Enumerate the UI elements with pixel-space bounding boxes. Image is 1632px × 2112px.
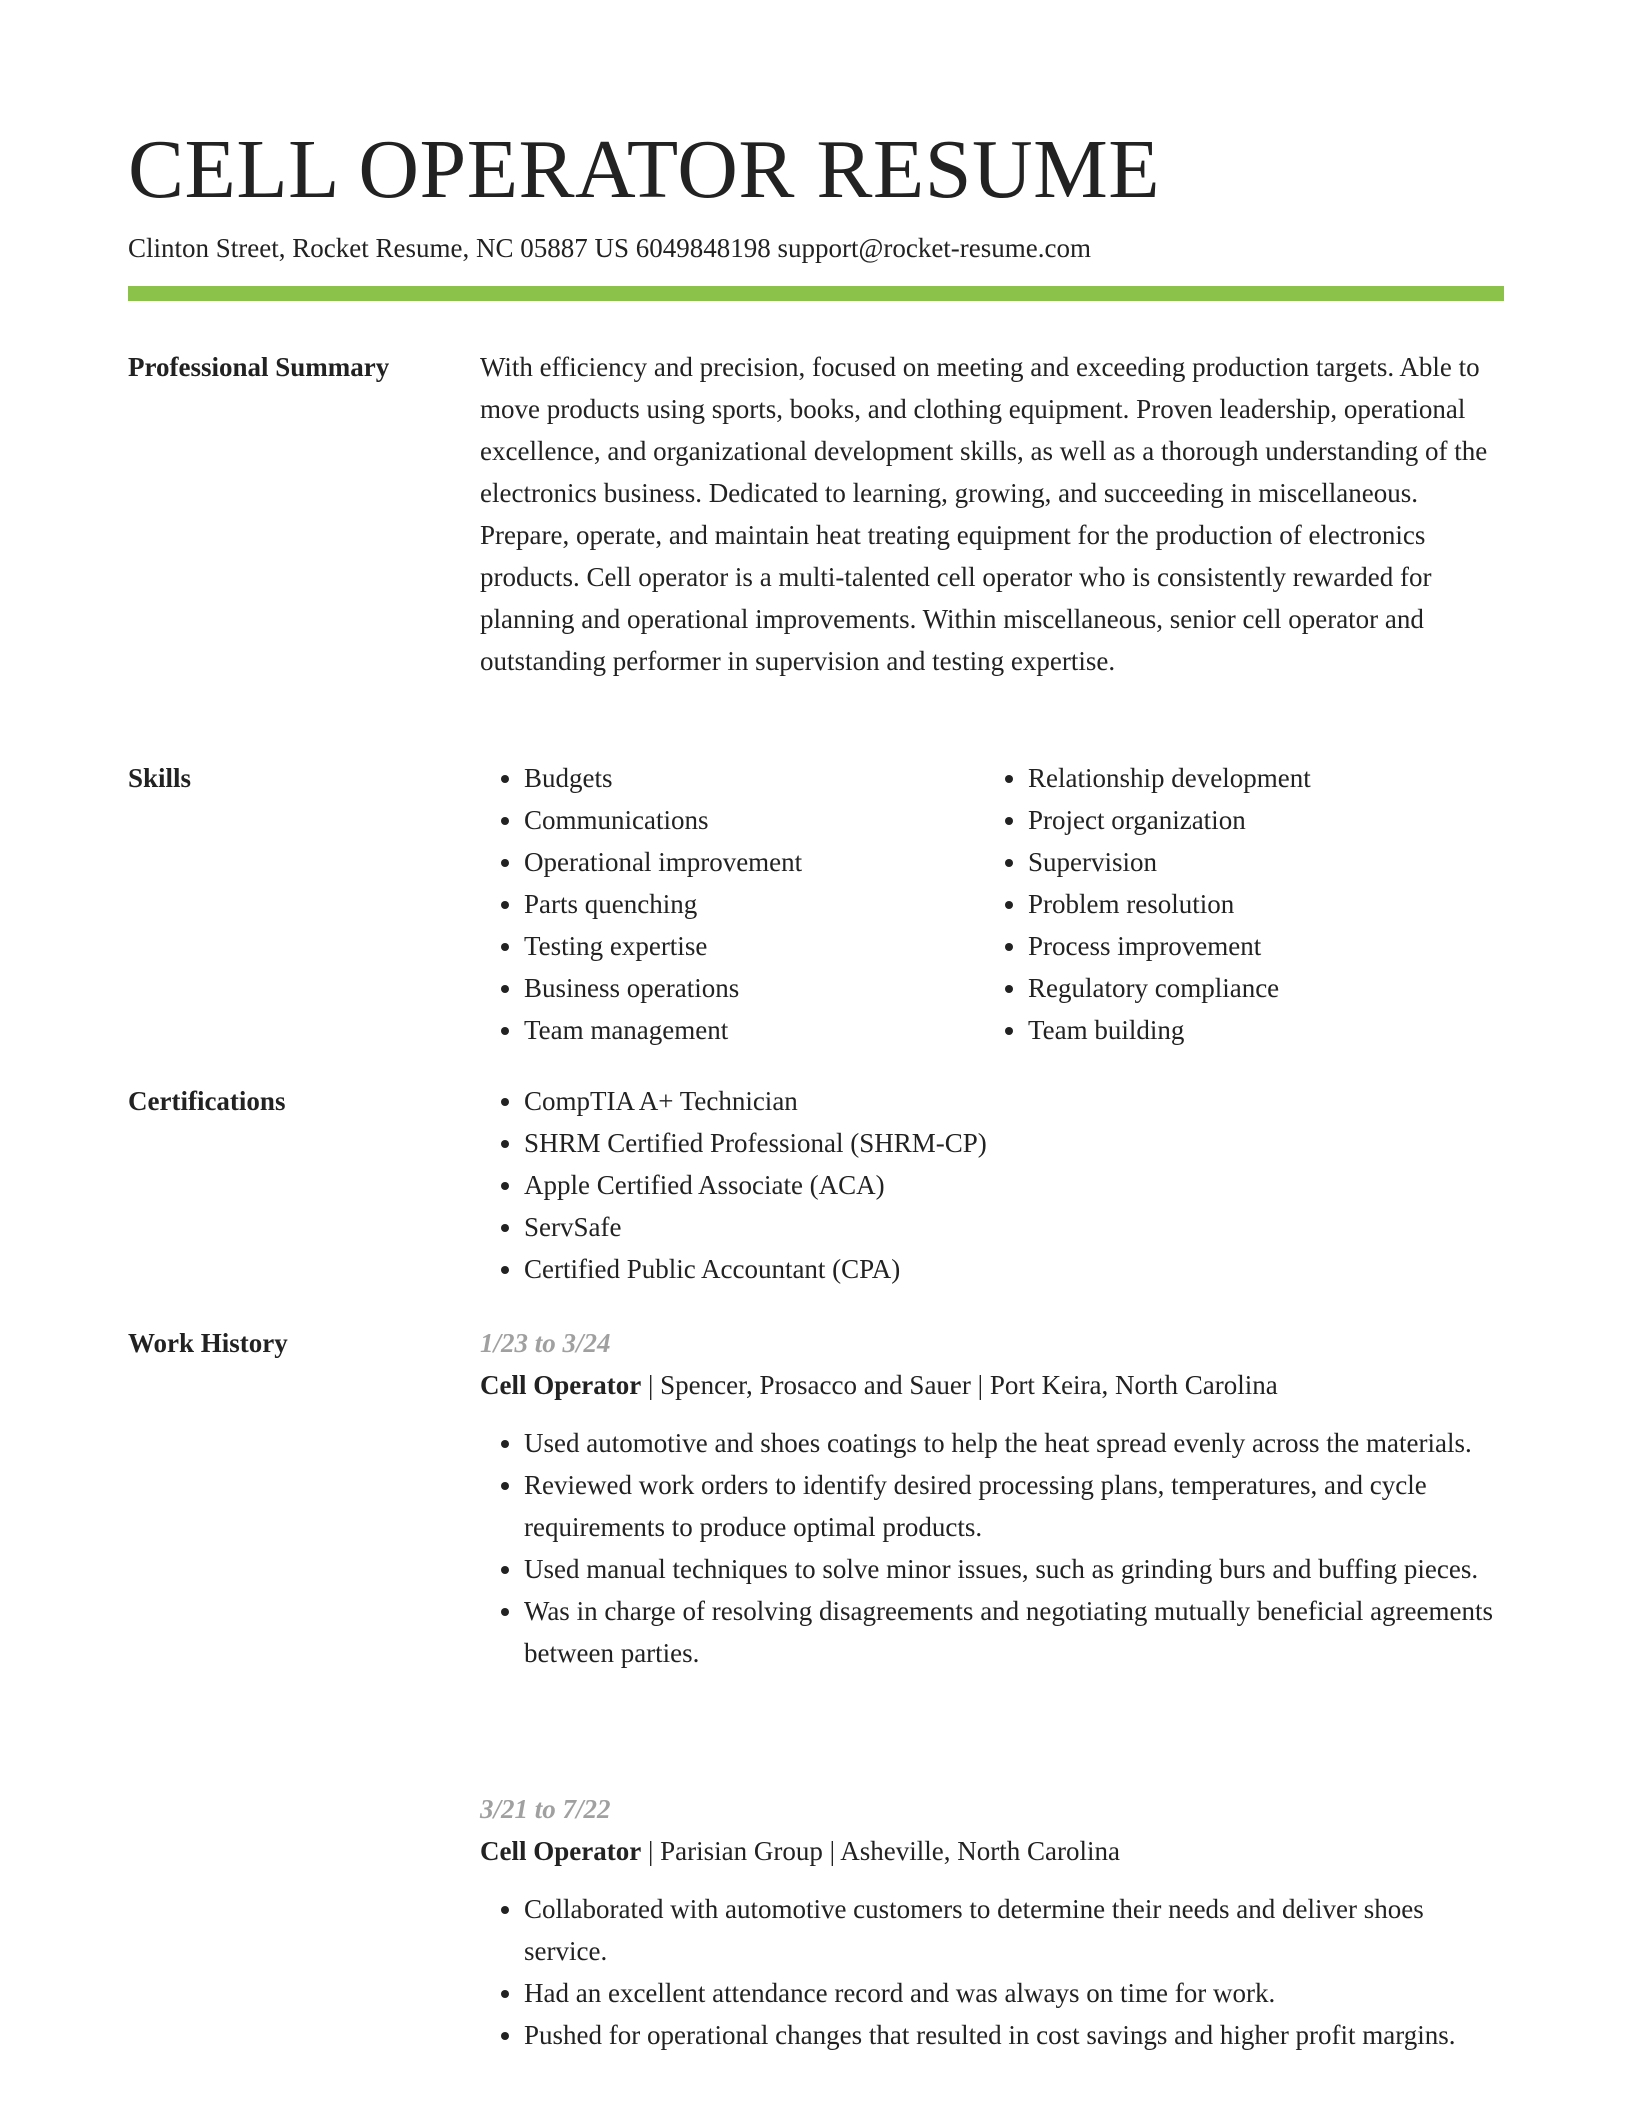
skill-item: • Team management bbox=[524, 1009, 980, 1051]
certifications-body bbox=[480, 1080, 1504, 1290]
job-bullet: • Reviewed work orders to identify desired processing plans, temperatures, and cycle requirements to produce optimal products. bbox=[524, 1464, 1504, 1548]
job-title: Cell Operator bbox=[480, 1370, 642, 1400]
page-title: CELL OPERATOR RESUME bbox=[128, 123, 1161, 216]
certification-item: • CompTIA A+ Technician bbox=[524, 1080, 1504, 1122]
certification-item: • Certified Public Accountant (CPA) bbox=[524, 1248, 1504, 1290]
skill-item: • Regulatory compliance bbox=[1028, 967, 1504, 1009]
job-entry bbox=[480, 1788, 1504, 2056]
contact-info: Clinton Street, Rocket Resume, NC 05887 US 6049848198 support@rocket-resume.com bbox=[128, 233, 1091, 263]
certification-item: • SHRM Certified Professional (SHRM-CP) bbox=[524, 1122, 1504, 1164]
skills-label: Skills bbox=[128, 763, 192, 793]
summary-text: With efficiency and precision, focused on meeting and exceeding production targets. Able to move products using sports, books, and clothing equipment. Proven leadership, operational excellence, and organizational development skills, as well as a thorough understanding of the electronics business. Dedicated to learning, growing, and succeeding in miscellaneous. Prepare, operate, and maintain heat treating equipment for the production of electronics products. Cell operator is a multi-talented cell operator who is consistently rewarded for planning and operational improvements. Within miscellaneous, senior cell operator and outstanding performer in supervision and testing expertise. bbox=[480, 352, 1488, 676]
job-dates: 1/23 to 3/24 bbox=[480, 1328, 611, 1358]
certifications-label: Certifications bbox=[128, 1086, 286, 1116]
skill-item: • Relationship development bbox=[1028, 757, 1504, 799]
summary-body bbox=[480, 346, 1504, 682]
certification-item: • Apple Certified Associate (ACA) bbox=[524, 1164, 1504, 1206]
skill-item: • Problem resolution bbox=[1028, 883, 1504, 925]
job-bullet: • Used automotive and shoes coatings to help the heat spread evenly across the materials. bbox=[524, 1422, 1504, 1464]
skill-item: • Operational improvement bbox=[524, 841, 980, 883]
skill-item: • Budgets bbox=[524, 757, 980, 799]
job-bullet: • Was in charge of resolving disagreements and negotiating mutually beneficial agreements between parties. bbox=[524, 1590, 1504, 1674]
work-history-label: Work History bbox=[128, 1328, 288, 1358]
job-details: | Parisian Group | Asheville, North Carolina bbox=[641, 1836, 1120, 1866]
header-accent-rule bbox=[128, 286, 1504, 301]
job-heading bbox=[480, 1830, 1504, 1872]
skill-item: • Supervision bbox=[1028, 841, 1504, 883]
job-title: Cell Operator bbox=[480, 1836, 642, 1866]
job-heading bbox=[480, 1364, 1504, 1406]
job-bullet: • Pushed for operational changes that resulted in cost savings and higher profit margins. bbox=[524, 2014, 1504, 2056]
job-bullet: • Had an excellent attendance record and was always on time for work. bbox=[524, 1972, 1504, 2014]
skill-item: • Project organization bbox=[1028, 799, 1504, 841]
skill-item: • Testing expertise bbox=[524, 925, 980, 967]
job-entry bbox=[480, 1322, 1504, 1674]
job-details: | Spencer, Prosacco and Sauer | Port Keira, North Carolina bbox=[641, 1370, 1278, 1400]
summary-label: Professional Summary bbox=[128, 352, 390, 382]
skill-item: • Communications bbox=[524, 799, 980, 841]
skill-item: • Parts quenching bbox=[524, 883, 980, 925]
job-bullet: • Collaborated with automotive customers to determine their needs and deliver shoes service. bbox=[524, 1888, 1504, 1972]
skill-item: • Team building bbox=[1028, 1009, 1504, 1051]
skills-column-2 bbox=[984, 757, 1504, 1051]
skill-item: • Process improvement bbox=[1028, 925, 1504, 967]
job-bullets bbox=[480, 1888, 1504, 2056]
skill-item: • Business operations bbox=[524, 967, 980, 1009]
skills-column-1 bbox=[480, 757, 980, 1051]
job-dates: 3/21 to 7/22 bbox=[480, 1794, 611, 1824]
job-bullets bbox=[480, 1422, 1504, 1674]
job-bullet: • Used manual techniques to solve minor issues, such as grinding burs and buffing pieces. bbox=[524, 1548, 1504, 1590]
certification-item: • ServSafe bbox=[524, 1206, 1504, 1248]
